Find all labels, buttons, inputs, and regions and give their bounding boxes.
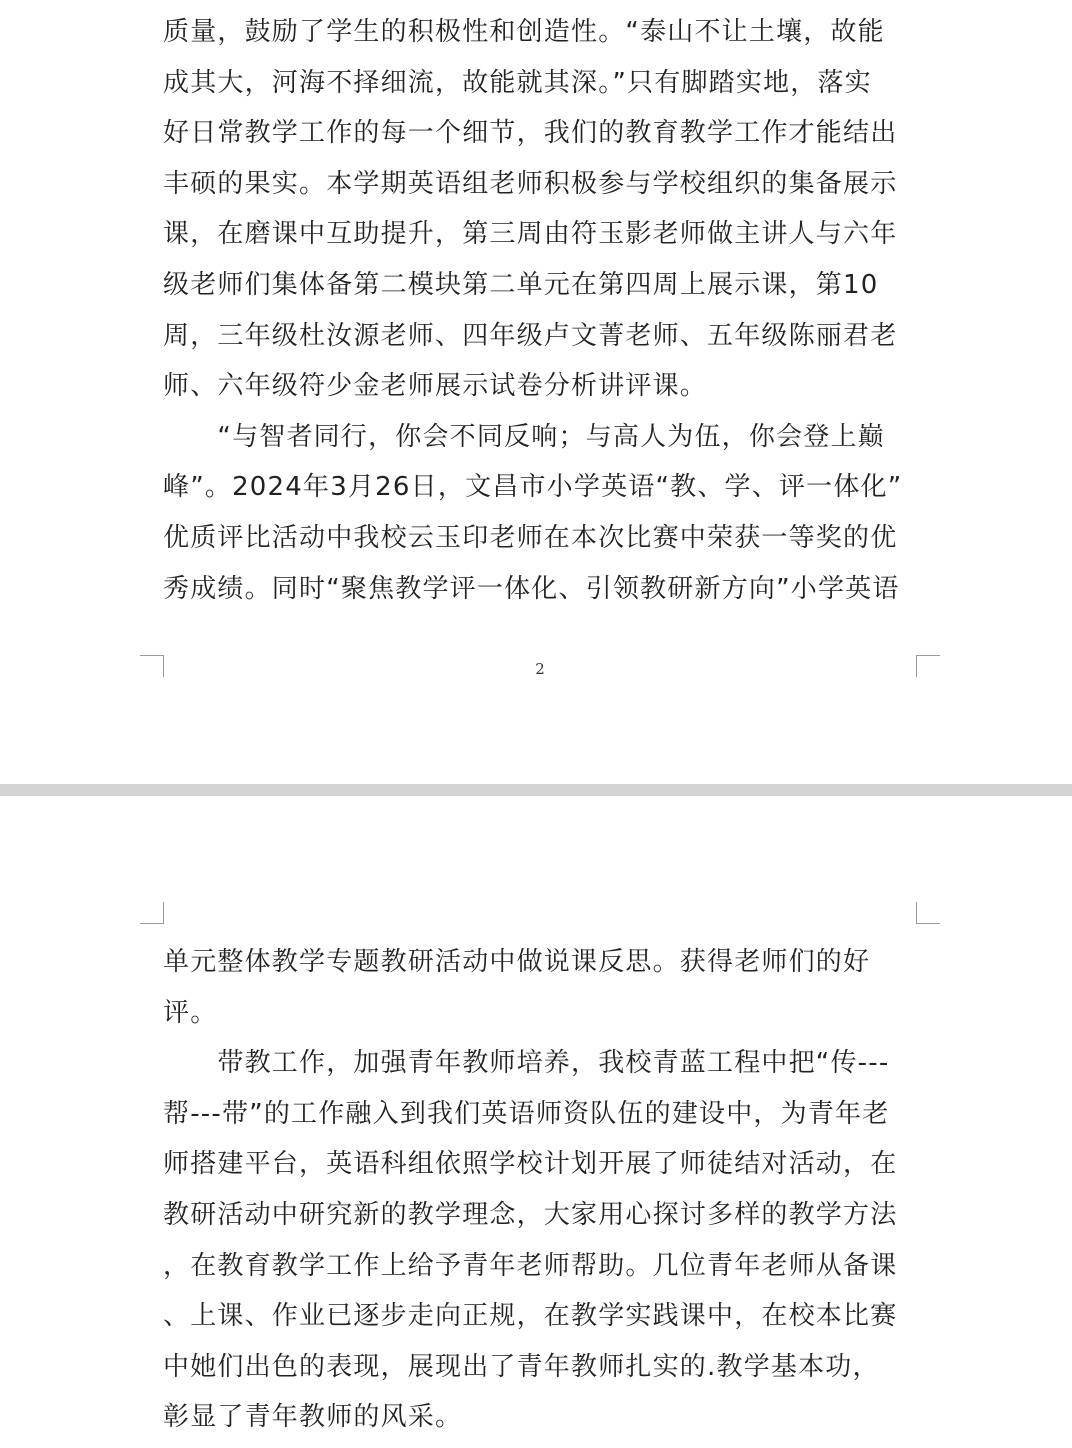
page-number: 2 bbox=[535, 660, 545, 678]
text-line: 级老师们集体备第二模块第二单元在第四周上展示课，第10 bbox=[163, 269, 879, 300]
text-line: 单元整体教学专题教研活动中做说课反思。获得老师们的好 bbox=[163, 947, 871, 977]
page-separator bbox=[0, 784, 1072, 796]
text-line: 丰硕的果实。本学期英语组老师积极参与学校组织的集备展示 bbox=[163, 168, 898, 199]
text-line: 带教工作，加强青年教师培养，我校青蓝工程中把“传--- bbox=[163, 1048, 890, 1079]
text-line: 质量，鼓励了学生的积极性和创造性。“泰山不让土壤，故能 bbox=[163, 17, 885, 47]
text-line: 秀成绩。同时“聚焦教学评一体化、引领教研新方向”小学英语 bbox=[163, 573, 900, 604]
margin-corner-bottom-left bbox=[140, 655, 164, 677]
text-line: 、上课、作业已逐步走向正规，在教学实践课中，在校本比赛 bbox=[163, 1301, 898, 1332]
text-line: ，在教育教学工作上给予青年老师帮助。几位青年老师从备课 bbox=[163, 1250, 898, 1281]
text-line: “与智者同行，你会不同反响；与高人为伍，你会登上巅 bbox=[163, 421, 885, 452]
margin-corner-top-left bbox=[140, 902, 164, 924]
page-2-body-text bbox=[163, 937, 923, 1443]
text-line: 评。 bbox=[163, 997, 218, 1028]
text-line: 中她们出色的表现，展现出了青年教师扎实的.教学基本功， bbox=[163, 1351, 880, 1382]
page-1-body-text bbox=[163, 7, 923, 614]
text-line: 峰”。2024年3月26日，文昌市小学英语“教、学、评一体化” bbox=[163, 472, 903, 503]
text-line: 好日常教学工作的每一个细节，我们的教育教学工作才能结出 bbox=[163, 118, 898, 149]
text-line: 课，在磨课中互助提升，第三周由符玉影老师做主讲人与六年 bbox=[163, 219, 898, 250]
text-line: 师搭建平台，英语科组依照学校计划开展了师徒结对活动，在 bbox=[163, 1149, 898, 1180]
margin-corner-top-right bbox=[916, 902, 940, 924]
text-line: 优质评比活动中我校云玉印老师在本次比赛中荣获一等奖的优 bbox=[163, 522, 898, 553]
text-line: 周，三年级杜汝源老师、四年级卢文菁老师、五年级陈丽君老 bbox=[163, 320, 898, 351]
text-line: 成其大，河海不择细流，故能就其深。”只有脚踏实地，落实 bbox=[163, 67, 872, 98]
text-line: 彰显了青年教师的风采。 bbox=[163, 1402, 463, 1433]
margin-corner-bottom-right bbox=[916, 655, 940, 677]
text-line: 师、六年级符少金老师展示试卷分析讲评课。 bbox=[163, 371, 708, 402]
text-line: 帮---带”的工作融入到我们英语师资队伍的建设中，为青年老 bbox=[163, 1098, 890, 1129]
document-page-2 bbox=[0, 796, 1072, 1448]
text-line: 教研活动中研究新的教学理念，大家用心探讨多样的教学方法 bbox=[163, 1199, 898, 1230]
